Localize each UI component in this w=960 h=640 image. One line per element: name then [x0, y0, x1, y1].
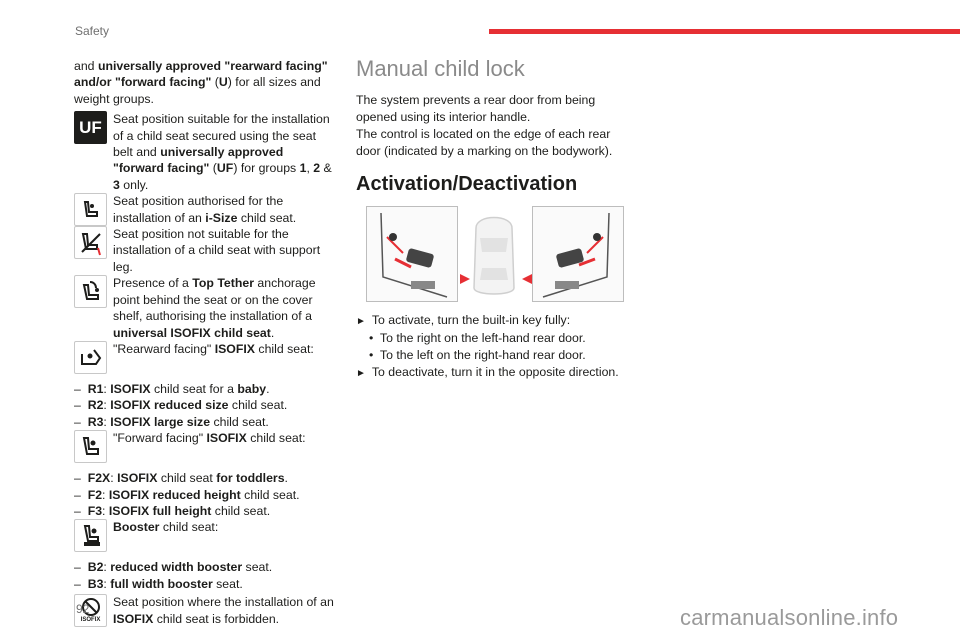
bullet-arrow-icon: ►	[356, 368, 366, 379]
left-column	[74, 58, 336, 627]
list-item-r3: – R3: ISOFIX large size child seat.	[74, 414, 269, 429]
intro-paragraph: and universally approved "rearward facing" and/or "forward facing" (U) for all sizes and weight groups.	[74, 59, 328, 106]
page-number: 92	[76, 602, 90, 616]
rearward-text: "Rearward facing" ISOFIX child seat:	[113, 341, 314, 356]
forward-text: "Forward facing" ISOFIX child seat:	[113, 431, 306, 446]
uf-icon: UF	[74, 111, 107, 144]
list-item-b2: – B2: reduced width booster seat.	[74, 560, 273, 575]
lock-location: The control is located on the edge of each rear door (indicated by a marking on the bodywork).	[356, 127, 613, 158]
sub-heading: Activation/Deactivation	[356, 173, 578, 195]
isofix-icon-label: ISOFIX	[80, 617, 101, 624]
uf-text: Seat position suitable for the installation of a child seat secured using the seat belt and universally approved "forward facing" (UF) for groups 1, 2 & 3 only.	[113, 112, 332, 192]
right-column	[356, 56, 626, 382]
child-lock-illustration	[366, 206, 628, 302]
booster-seat-icon	[74, 519, 107, 552]
noleg-text: Seat position not suitable for the installation of a child seat with support leg.	[113, 227, 321, 274]
watermark: carmanualsonline.info	[680, 605, 899, 630]
no-support-leg-icon	[74, 226, 107, 259]
list-item-f2x: – F2X: ISOFIX child seat for toddlers.	[74, 471, 288, 486]
isize-row	[74, 193, 336, 226]
sub-bullet-right: • To the left on the right-hand rear door.	[369, 348, 586, 362]
tether-text: Presence of a Top Tether anchorage point behind the seat or on the cover shelf, authorising the installation of a universal ISOFIX child seat.	[113, 276, 316, 340]
top-tether-icon	[74, 275, 107, 308]
sub-bullet-left: • To the right on the left-hand rear door.	[369, 331, 586, 345]
rearward-seat-icon	[74, 341, 107, 374]
isize-text: Seat position authorised for the installation of an i-Size child seat.	[113, 194, 297, 225]
forbidden-text: Seat position where the installation of an ISOFIX child seat is forbidden.	[113, 595, 334, 626]
noleg-row	[74, 226, 336, 275]
list-item-b3: – B3: full width booster seat.	[74, 576, 243, 591]
uf-row	[74, 111, 336, 193]
isize-seat-icon	[74, 193, 107, 226]
list-item-f2: – F2: ISOFIX reduced height child seat.	[74, 487, 300, 502]
list-item-r1: – R1: ISOFIX child seat for a baby.	[74, 381, 270, 396]
list-item-r2: – R2: ISOFIX reduced size child seat.	[74, 398, 288, 413]
bullet-arrow-icon: ►	[356, 316, 366, 327]
lock-description: The system prevents a rear door from being opened using its interior handle.	[356, 93, 596, 124]
booster-text: Booster child seat:	[113, 520, 219, 535]
list-item-f3: – F3: ISOFIX full height child seat.	[74, 503, 271, 518]
arrow-pointers	[458, 272, 534, 286]
bullet-deactivate: ► To deactivate, turn it in the opposite direction.	[356, 365, 619, 379]
forbidden-row	[74, 594, 336, 627]
rearward-row	[74, 341, 336, 377]
tether-row	[74, 275, 336, 341]
forward-row	[74, 430, 336, 466]
section-heading: Manual child lock	[356, 56, 525, 81]
left-door-panel	[366, 206, 458, 302]
section-title: Safety	[75, 24, 110, 38]
right-door-panel	[532, 206, 624, 302]
bullet-activate: ► To activate, turn the built-in key fully:	[356, 313, 571, 327]
forward-seat-icon	[74, 430, 107, 463]
header-accent-bar	[489, 29, 960, 34]
booster-row	[74, 519, 336, 555]
